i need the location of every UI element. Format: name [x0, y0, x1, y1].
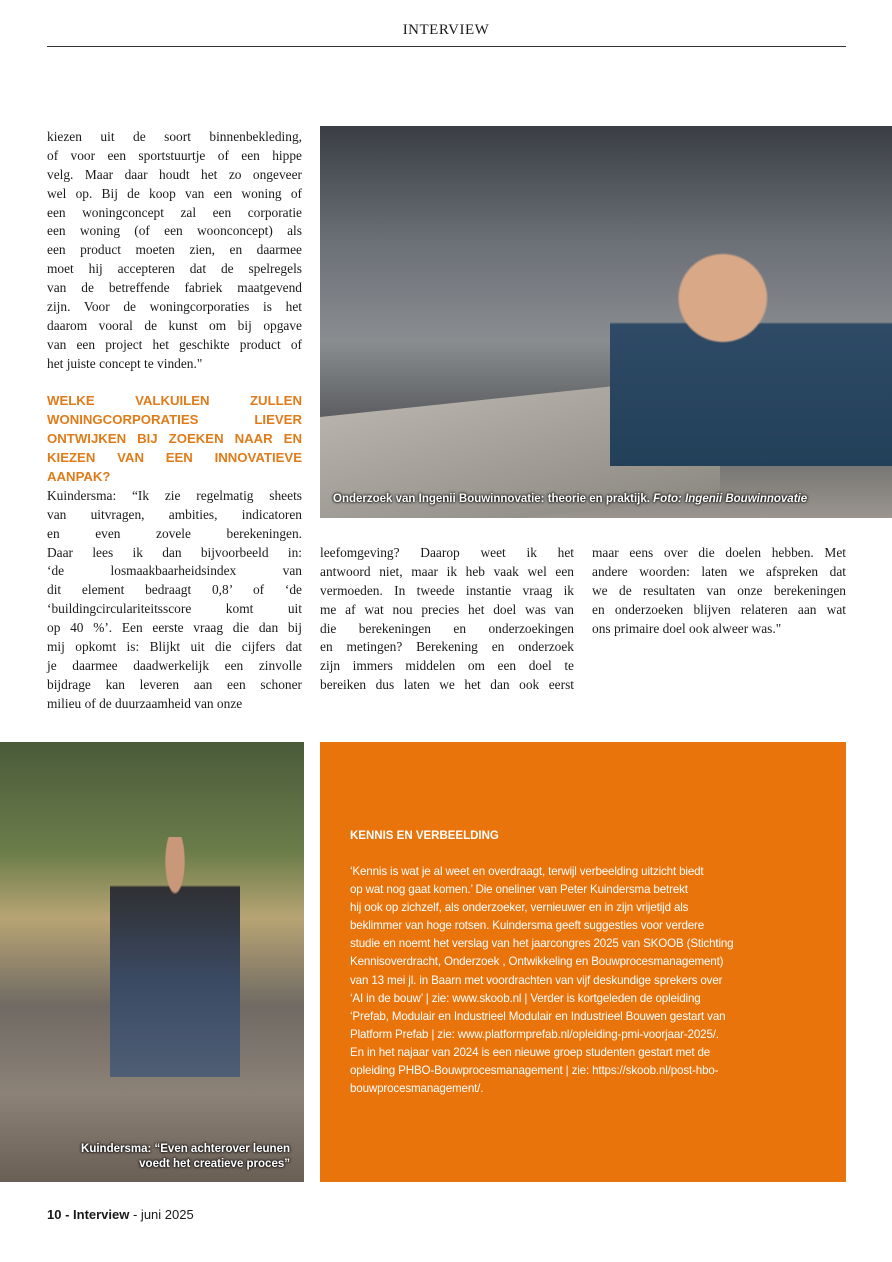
text-line: wel op. Bij de koop van een woning of — [47, 185, 302, 201]
text-line: kiezen uit de soort binnenbekleding, — [47, 129, 302, 144]
text-line: en metingen? Berekening en onderzoek — [320, 639, 574, 655]
text-line: andere woorden: laten we afspreken dat — [592, 563, 846, 579]
text-line: Daar lees ik dan bijvoorbeeld in: — [47, 544, 302, 560]
text-line: een woning (of een woonconcept) als — [47, 223, 302, 239]
text-line: hij ook op zichzelf, als onderzoeker, vernieuwer en in zijn vrijetijd als — [350, 901, 689, 915]
text-line: ‘de losmaakbaarheidsindex van — [47, 563, 302, 579]
text-line: we de resultaten van onze berekeningen — [592, 582, 846, 598]
text-line: ‘Kennis is wat je al weet en overdraagt, terwijl verbeelding uitzicht biedt — [350, 865, 704, 878]
sidebar-box — [320, 742, 846, 1182]
middle-column — [320, 544, 574, 695]
text-line: zijn immers middelen om een doel te — [320, 658, 574, 674]
text-line: op 40 %’. Een eerste vraag die dan bij — [47, 620, 302, 636]
text-line: leefomgeving? Daarop weet ik het — [320, 545, 574, 560]
text-line: milieu of de duurzaamheid van onze — [47, 695, 243, 711]
text-line: moet hij accepteren dat de spelregels — [47, 261, 302, 277]
text-line: ‘AI in de bouw’ | zie: www.skoob.nl | Verder is kortgeleden de opleiding — [350, 991, 701, 1005]
text-line: ons primaire doel ook alweer was." — [592, 620, 782, 636]
text-line: van een project het geschikte product of — [47, 336, 302, 352]
sidebar-body — [350, 863, 733, 1098]
text-line: maar eens over die doelen hebben. Met — [592, 545, 846, 560]
sidebar-title: KENNIS EN VERBEELDING — [350, 830, 499, 842]
text-line: en onderzoeken blijven relateren aan wat — [592, 601, 846, 617]
photo-caption: Onderzoek van Ingenii Bouwinnovatie: theorie en praktijk. Foto: Ingenii Bouwinnovatie — [333, 493, 808, 505]
photo-lounge — [0, 742, 304, 1182]
text-line: WONINGCORPORATIES LIEVER — [47, 412, 302, 428]
paragraph-1 — [47, 128, 302, 374]
text-line: opleiding PHBO-Bouwprocesmanagement | zie: https://skoob.nl/post-hbo- — [350, 1064, 719, 1078]
header-rule — [47, 46, 846, 47]
text-line: AANPAK? — [47, 469, 111, 485]
text-line: KIEZEN VAN EEN INNOVATIEVE — [47, 450, 302, 466]
text-line: En in het najaar van 2024 is een nieuwe groep studenten gestart met de — [350, 1045, 711, 1059]
text-line: van 13 mei jl. in Baarn met voordrachten van vijf deskundige sprekers over — [350, 973, 723, 987]
text-line: ‘Prefab, Modulair en Industrieel Modulair en Industrieel Bouwen gestart van — [350, 1009, 726, 1023]
text-line: ONTWIJKEN BIJ ZOEKEN NAAR EN — [47, 431, 302, 447]
question-heading — [47, 392, 302, 486]
text-line: van de betreffende fabriek maatgevend — [47, 280, 302, 296]
text-line: dit element bedraagt 0,8’ of ‘de — [47, 582, 302, 598]
section-header: INTERVIEW — [402, 22, 490, 38]
text-line: WELKE VALKUILEN ZULLEN — [47, 393, 302, 409]
text-line: bijdrage kan leveren aan een schoner — [47, 676, 302, 692]
text-line: Kennisoverdracht, Onderzoek , Ontwikkeling en Bouwprocesmanagement) — [350, 955, 724, 969]
text-line: van uitvragen, ambities, indicatoren — [47, 506, 302, 522]
text-line: het juiste concept te vinden." — [47, 355, 203, 371]
photo-caption: Kuindersma: “Even achterover leunen voedt het creatieve proces” — [81, 1143, 290, 1170]
person-seated — [110, 837, 240, 1077]
person — [610, 226, 892, 466]
text-line: en even zovele berekeningen. — [47, 525, 302, 541]
left-column — [47, 128, 302, 714]
text-line: Kuindersma: “Ik zie regelmatig sheets — [47, 487, 302, 503]
text-line: je daarmee daadwerkelijk een zinvolle — [47, 657, 302, 673]
text-line: velg. Maar daar houdt het zo ongeveer — [47, 166, 302, 182]
text-line: zijn. Voor de woningcorporaties is het — [47, 299, 302, 315]
text-line: Platform Prefab | zie: www.platformprefab.nl/opleiding-pmi-voorjaar-2025/. — [350, 1027, 719, 1041]
text-line: ‘buildingcirculariteitsscore komt uit — [47, 601, 302, 617]
footer: 10 - Interview - juni 2025 — [47, 1207, 194, 1222]
text-line: mij opkomt is: Blijkt uit die cijfers dat — [47, 639, 302, 655]
text-line: daarom vooral de kunst om bij opgave — [47, 317, 302, 333]
text-line: een woningconcept zal een corporatie — [47, 204, 302, 220]
text-line: studie en noemt het verslag van het jaarcongres 2025 van SKOOB (Stichting — [350, 937, 734, 951]
text-line: een product moeten zien, en daarmee — [47, 242, 302, 258]
text-line: of voor een sportstuurtje of een hippe — [47, 147, 302, 163]
photo-workshop — [320, 126, 892, 518]
text-line: die berekeningen en onderzoekingen — [320, 620, 574, 636]
text-line: beklimmer van hoge rotsen. Kuindersma geeft suggesties voor verdere — [350, 919, 705, 933]
text-line: bereiken dus laten we het dan ook eerst — [320, 677, 574, 693]
text-line: antwoord niet, maar ik heb vaak wel een — [320, 563, 574, 579]
paragraph-2 — [47, 487, 302, 714]
text-line: vermoeden. In tweede instantie vraag ik — [320, 582, 574, 598]
right-column — [592, 544, 846, 638]
text-line: op wat nog gaat komen.’ Die oneliner van Peter Kuindersma betrekt — [350, 883, 688, 897]
text-line: bouwprocesmanagement/. — [350, 1082, 484, 1096]
text-line: me af wat nou precies het doel was van — [320, 601, 574, 617]
